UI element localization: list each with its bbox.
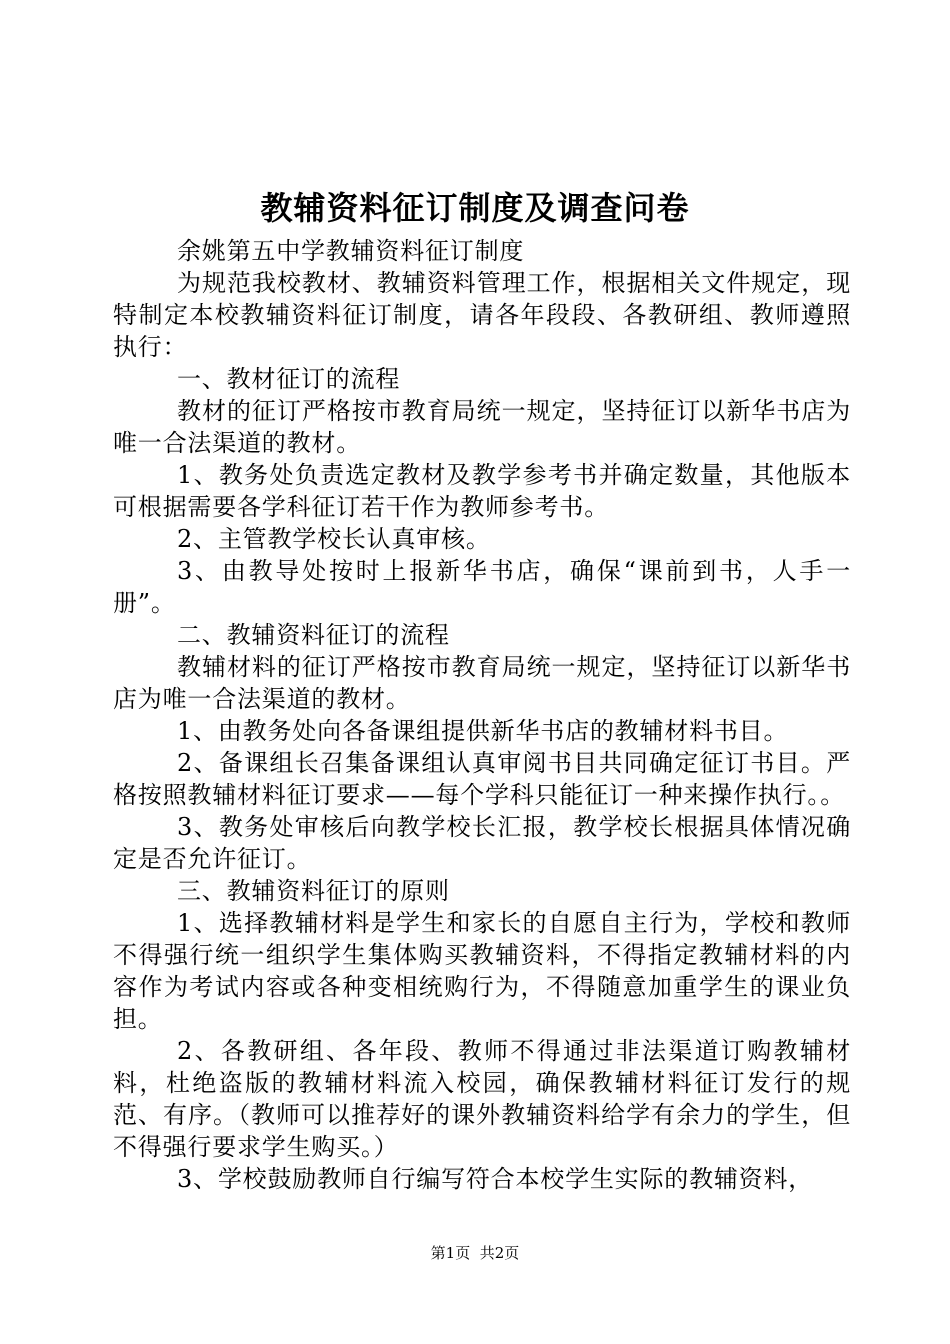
section-heading-textbook-process: 一、教材征订的流程	[177, 365, 401, 393]
paragraph: 3、由教导处按时上报新华书店，确保“课前到书，人手一册”。	[113, 557, 851, 617]
paragraph: 2、各教研组、各年段、教师不得通过非法渠道订购教辅材料，杜绝盗版的教辅材料流入校园，确保教辅材料征订发行的规范、有序。（教师可以推荐好的课外教辅资料给学有余力的学生，但不得强行要求学生购买。）	[113, 1037, 851, 1161]
paragraph: 1、由教务处向各备课组提供新华书店的教辅材料书目。	[177, 717, 789, 745]
paragraph: 教辅材料的征订严格按市教育局统一规定，坚持征订以新华书店为唯一合法渠道的教材。	[113, 653, 851, 713]
document-body	[113, 235, 851, 1195]
page-number: 第1页	[430, 1244, 471, 1262]
paragraph: 2、主管教学校长认真审核。	[177, 525, 491, 553]
paragraph: 1、教务处负责选定教材及教学参考书并确定数量，其他版本可根据需要各学科征订若干作为教师参考书。	[113, 461, 851, 521]
paragraph-school-heading: 余姚第五中学教辅资料征订制度	[177, 237, 525, 265]
paragraph: 1、选择教辅材料是学生和家长的自愿自主行为，学校和教师不得强行统一组织学生集体购买教辅资料，不得指定教辅材料的内容作为考试内容或各种变相统购行为，不得随意加重学生的课业负担。	[113, 909, 851, 1033]
page-footer	[0, 1243, 950, 1263]
paragraph: 3、学校鼓励教师自行编写符合本校学生实际的教辅资料，	[177, 1165, 814, 1193]
document-title: 教辅资料征订制度及调查问卷	[260, 189, 690, 227]
page-total: 共2页	[479, 1244, 520, 1262]
paragraph-intro: 为规范我校教材、教辅资料管理工作，根据相关文件规定，现特制定本校教辅资料征订制度，请各年段段、各教研组、教师遵照执行：	[113, 269, 851, 361]
paragraph: 3、教务处审核后向教学校长汇报，教学校长根据具体情况确定是否允许征订。	[113, 813, 851, 873]
section-heading-material-process: 二、教辅资料征订的流程	[177, 621, 450, 649]
paragraph: 2、备课组长召集备课组认真审阅书目共同确定征订书目。严格按照教辅材料征订要求——每个学科只能征订一种来操作执行。。	[113, 749, 851, 809]
paragraph: 教材的征订严格按市教育局统一规定，坚持征订以新华书店为唯一合法渠道的教材。	[113, 397, 851, 457]
section-heading-principles: 三、教辅资料征订的原则	[177, 877, 450, 905]
